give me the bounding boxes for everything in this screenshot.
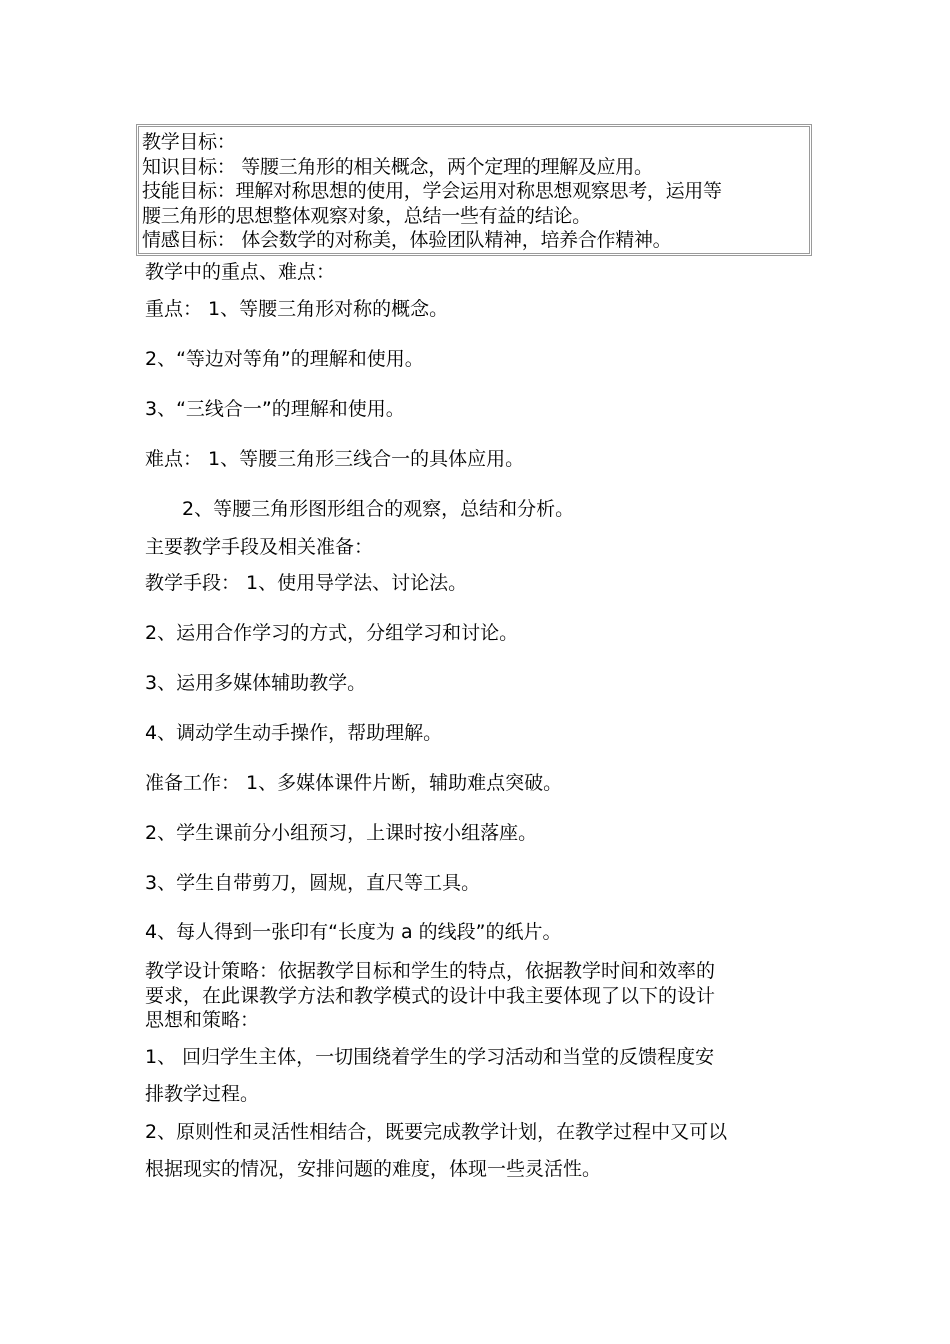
teaching-method-1: 教学手段： 1、使用导学法、讨论法。 [145, 572, 468, 594]
preparation-2: 2、学生课前分小组预习，上课时按小组落座。 [145, 822, 538, 844]
focus-item-1: 重点： 1、等腰三角形对称的概念。 [145, 298, 449, 320]
preparation-4: 4、每人得到一张印有“长度为 a 的线段”的纸片。 [145, 921, 562, 943]
knowledge-objective: 知识目标： 等腰三角形的相关概念，两个定理的理解及应用。 [142, 155, 653, 178]
key-points-heading: 教学中的重点、难点： [145, 261, 336, 283]
objectives-heading: 教学目标： [142, 131, 236, 153]
means-heading: 主要教学手段及相关准备： [145, 536, 374, 558]
strategy-item-2-line-2: 根据现实的情况，安排问题的难度，体现一些灵活性。 [145, 1158, 602, 1180]
teaching-method-3: 3、运用多媒体辅助教学。 [145, 672, 367, 694]
strategy-item-1-line-1: 1、 回归学生主体，一切围绕着学生的学习活动和当堂的反馈程度安 [145, 1046, 715, 1068]
preparation-3: 3、学生自带剪刀，圆规，直尺等工具。 [145, 872, 481, 894]
strategy-intro-line-3: 思想和策略： [145, 1009, 260, 1031]
skill-objective-line-1: 技能目标：理解对称思想的使用，学会运用对称思想观察思考，运用等 [142, 180, 722, 202]
difficulty-item-2: 2、等腰三角形图形组合的观察，总结和分析。 [182, 498, 575, 520]
strategy-intro-line-2: 要求，在此课教学方法和教学模式的设计中我主要体现了以下的设计 [145, 985, 716, 1007]
focus-item-2: 2、“等边对等角”的理解和使用。 [145, 348, 424, 370]
emotion-objective: 情感目标： 体会数学的对称美，体验团队精神，培养合作精神。 [142, 229, 672, 251]
strategy-intro-line-1: 教学设计策略：依据教学目标和学生的特点，依据教学时间和效率的 [145, 960, 716, 982]
preparation-1: 准备工作： 1、多媒体课件片断，辅助难点突破。 [145, 772, 563, 794]
teaching-method-4: 4、调动学生动手操作，帮助理解。 [145, 722, 443, 744]
teaching-objectives-box [136, 124, 812, 256]
teaching-method-2: 2、运用合作学习的方式，分组学习和讨论。 [145, 622, 519, 644]
focus-item-3: 3、“三线合一”的理解和使用。 [145, 398, 405, 420]
strategy-item-2-line-1: 2、原则性和灵活性相结合，既要完成教学计划，在教学过程中又可以 [145, 1121, 728, 1143]
difficulty-item-1: 难点： 1、等腰三角形三线合一的具体应用。 [145, 448, 525, 470]
strategy-item-1-line-2: 排教学过程。 [145, 1083, 260, 1105]
skill-objective-line-2: 腰三角形的思想整体观察对象，总结一些有益的结论。 [142, 204, 591, 227]
